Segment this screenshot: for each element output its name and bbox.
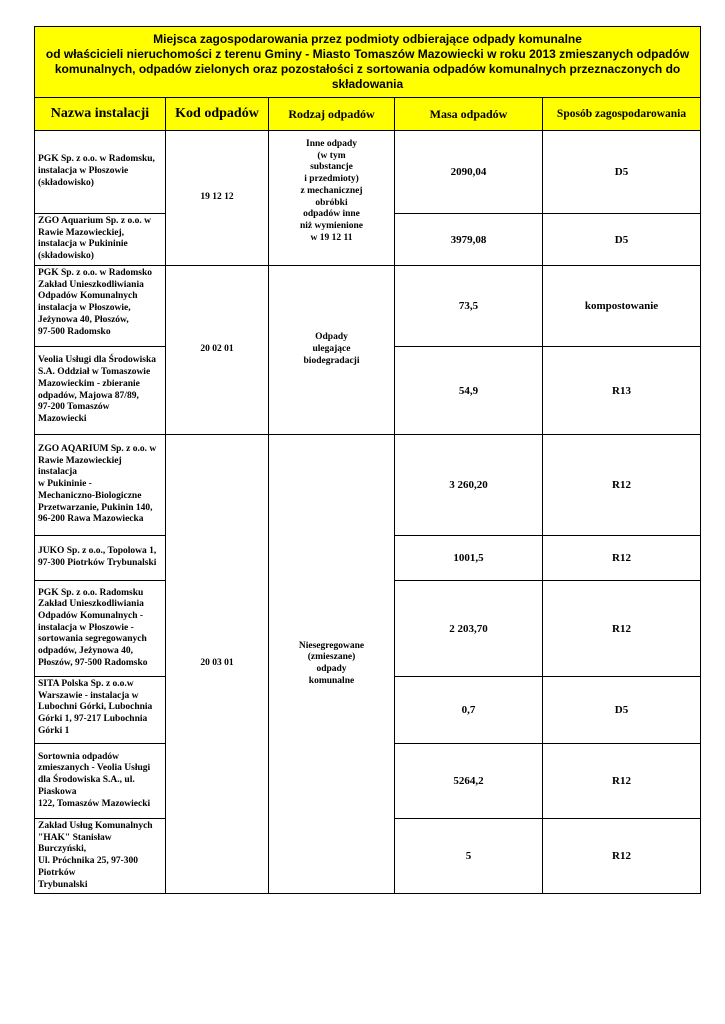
waste-type: Niesegregowane (zmieszane) odpady komunalne <box>269 435 395 894</box>
installation-name: PGK Sp. z o.o. w Radomsku, instalacja w Płoszowie (składowisko) <box>35 131 166 214</box>
waste-type: Inne odpady (w tym substancje i przedmioty) z mechanicznej obróbki odpadów inne niż wymienione w 19 12 11 <box>269 131 395 266</box>
installation-name: ZGO Aquarium Sp. z o.o. w Rawie Mazowieckiej, instalacja w Pukininie (składowisko) <box>35 214 166 266</box>
waste-mass: 2090,04 <box>395 131 543 214</box>
table-row <box>35 131 701 214</box>
installation-name: Zakład Usług Komunalnych "HAK" Stanisław Burczyński, Ul. Próchnika 25, 97-300 Piotrków Trybunalski <box>35 819 166 894</box>
waste-mass: 5264,2 <box>395 744 543 819</box>
table-row <box>35 435 701 536</box>
disposal-method: R12 <box>543 819 701 894</box>
table-title-text: Miejsca zagospodarowania przez podmioty odbierające odpady komunalne od właścicieli nieruchomości z terenu Gminy - Miasto Tomaszów Mazowiecki w roku 2013 zmieszanych odpadów komunalnych, odpadów zielonych oraz pozostałości z sortowania odpadów komunalnych przeznaczonych do składowania <box>45 32 690 91</box>
waste-mass: 3 260,20 <box>395 435 543 536</box>
disposal-method: R13 <box>543 347 701 435</box>
table-title <box>35 27 701 98</box>
waste-mass: 3979,08 <box>395 214 543 266</box>
installation-name: PGK Sp. z o.o. Radomsku Zakład Unieszkodliwiania Odpadów Komunalnych - instalacja w Płoszowie - sortowania segregowanych odpadów, Jeżynowa 40, Płoszów, 97-500 Radomsko <box>35 581 166 677</box>
installation-name: Sortownia odpadów zmieszanych - Veolia Usługi dla Środowiska S.A., ul. Piaskowa 122, Tomaszów Mazowiecki <box>35 744 166 819</box>
disposal-method: R12 <box>543 435 701 536</box>
waste-mass: 54,9 <box>395 347 543 435</box>
waste-code: 20 03 01 <box>166 435 269 894</box>
header-mass: Masa odpadów <box>395 98 543 131</box>
installation-name: JUKO Sp. z o.o., Topolowa 1, 97-300 Piotrków Trybunalski <box>35 536 166 581</box>
header-code: Kod odpadów <box>166 98 269 131</box>
disposal-method: R12 <box>543 744 701 819</box>
disposal-method: D5 <box>543 214 701 266</box>
waste-mass: 2 203,70 <box>395 581 543 677</box>
waste-mass: 73,5 <box>395 266 543 347</box>
installation-name: PGK Sp. z o.o. w Radomsko Zakład Unieszkodliwiania Odpadów Komunalnych instalacja w Płoszowie, Jeżynowa 40, Płoszów, 97-500 Radomsko <box>35 266 166 347</box>
waste-table <box>34 26 701 894</box>
installation-name: Veolia Usługi dla Środowiska S.A. Oddział w Tomaszowie Mazowieckim - zbieranie odpadów, Majowa 87/89, 97-200 Tomaszów Mazowiecki <box>35 347 166 435</box>
waste-mass: 5 <box>395 819 543 894</box>
header-name: Nazwa instalacji <box>35 98 166 131</box>
installation-name: ZGO AQARIUM Sp. z o.o. w Rawie Mazowieckiej instalacja w Pukininie - Mechaniczno-Biologiczne Przetwarzanie, Pukinin 140, 96-200 Rawa Mazowiecka <box>35 435 166 536</box>
disposal-method: R12 <box>543 536 701 581</box>
disposal-method: D5 <box>543 677 701 744</box>
waste-code: 20 02 01 <box>166 266 269 435</box>
header-type: Rodzaj odpadów <box>269 98 395 131</box>
waste-code: 19 12 12 <box>166 131 269 266</box>
disposal-method: R12 <box>543 581 701 677</box>
table-row <box>35 266 701 347</box>
disposal-method: D5 <box>543 131 701 214</box>
installation-name: SITA Polska Sp. z o.o.w Warszawie - instalacja w Lubochni Górki, Lubochnia Górki 1, 97-217 Lubochnia Górki 1 <box>35 677 166 744</box>
waste-type: Odpady ulegające biodegradacji <box>269 266 395 435</box>
disposal-method: kompostowanie <box>543 266 701 347</box>
header-method: Sposób zagospodarowania <box>543 98 701 131</box>
waste-mass: 0,7 <box>395 677 543 744</box>
waste-mass: 1001,5 <box>395 536 543 581</box>
